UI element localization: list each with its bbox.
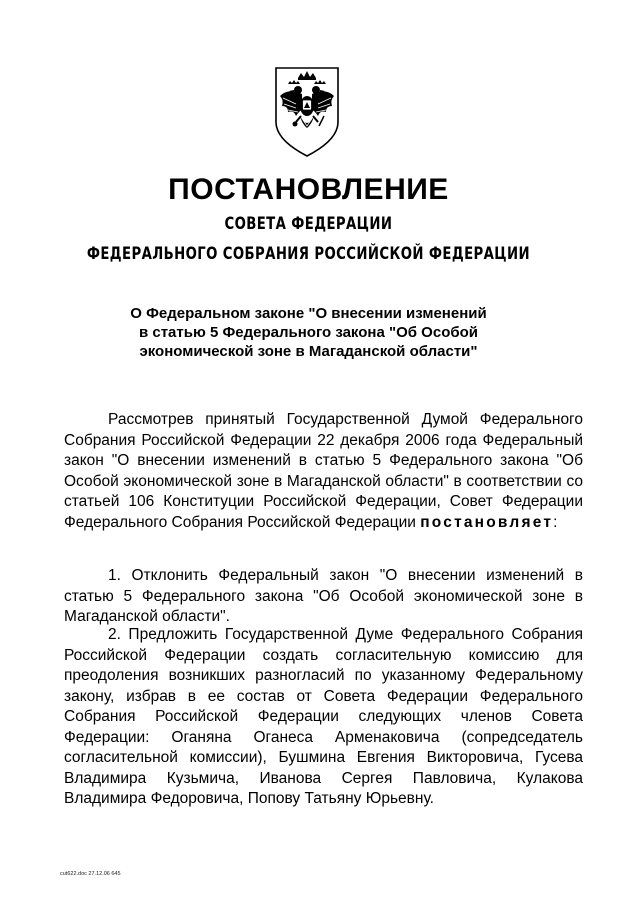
preamble-paragraph [64,410,583,533]
coat-of-arms-icon [274,66,340,158]
issuing-body-line2: ФЕДЕРАЛЬНОГО СОБРАНИЯ РОССИЙСКОЙ ФЕДЕРАЦИИ [86,244,530,264]
resolution-item-2: 2. Предложить Государственной Думе Федерального Собрания Российской Федерации создать согласительную комиссию для преодоления возникших разногласий по указанному Федеральному закону, избрав в ее состав от Совета Федерации Федерального Собрания Российской Федерации следующих членов Совета Федерации: Оганяна Оганеса Арменаковича (сопредседатель согласительной комиссии), Бушмина Евгения Викторовича, Гусева Владимира Кузьмича, Иванова Сергея Павловича, Кулакова Владимира Федоровича, Попову Татьяну Юрьевну. [64,626,583,807]
document-subject-line1: О Федеральном законе "О внесении изменений [130,305,487,322]
resolution-keyword: постановляет [420,513,554,531]
resolution-item-1: 1. Отклонить Федеральный закон "О внесении изменений в статью 5 Федерального закона "Об Особой экономической зоне в Магаданской области". [64,567,583,625]
file-info-footer: cut622.doc 27.12.06 645 [60,871,121,877]
document-subject-line2: в статью 5 Федерального закона "Об Особой [138,324,479,341]
document-subject-line3: экономической зоне в Магаданской области" [139,343,478,360]
document-type-heading: ПОСТАНОВЛЕНИЕ [168,173,449,206]
issuing-body-line1: СОВЕТА ФЕДЕРАЦИИ [224,214,393,234]
preamble-end: : [553,513,558,531]
preamble-text: Рассмотрев принятый Государственной Думой Федерального Собрания Российской Федерации 22 декабря 2006 года Федеральный закон "О внесении изменений в статью 5 Федерального закона "Об Особой экономической зоне в Магаданской области" в соответствии со статьей 106 Конституции Российской Федерации, Совет Федерации Федерального Собрания Российской Федерации [64,411,583,531]
document-subject-title [0,304,617,361]
